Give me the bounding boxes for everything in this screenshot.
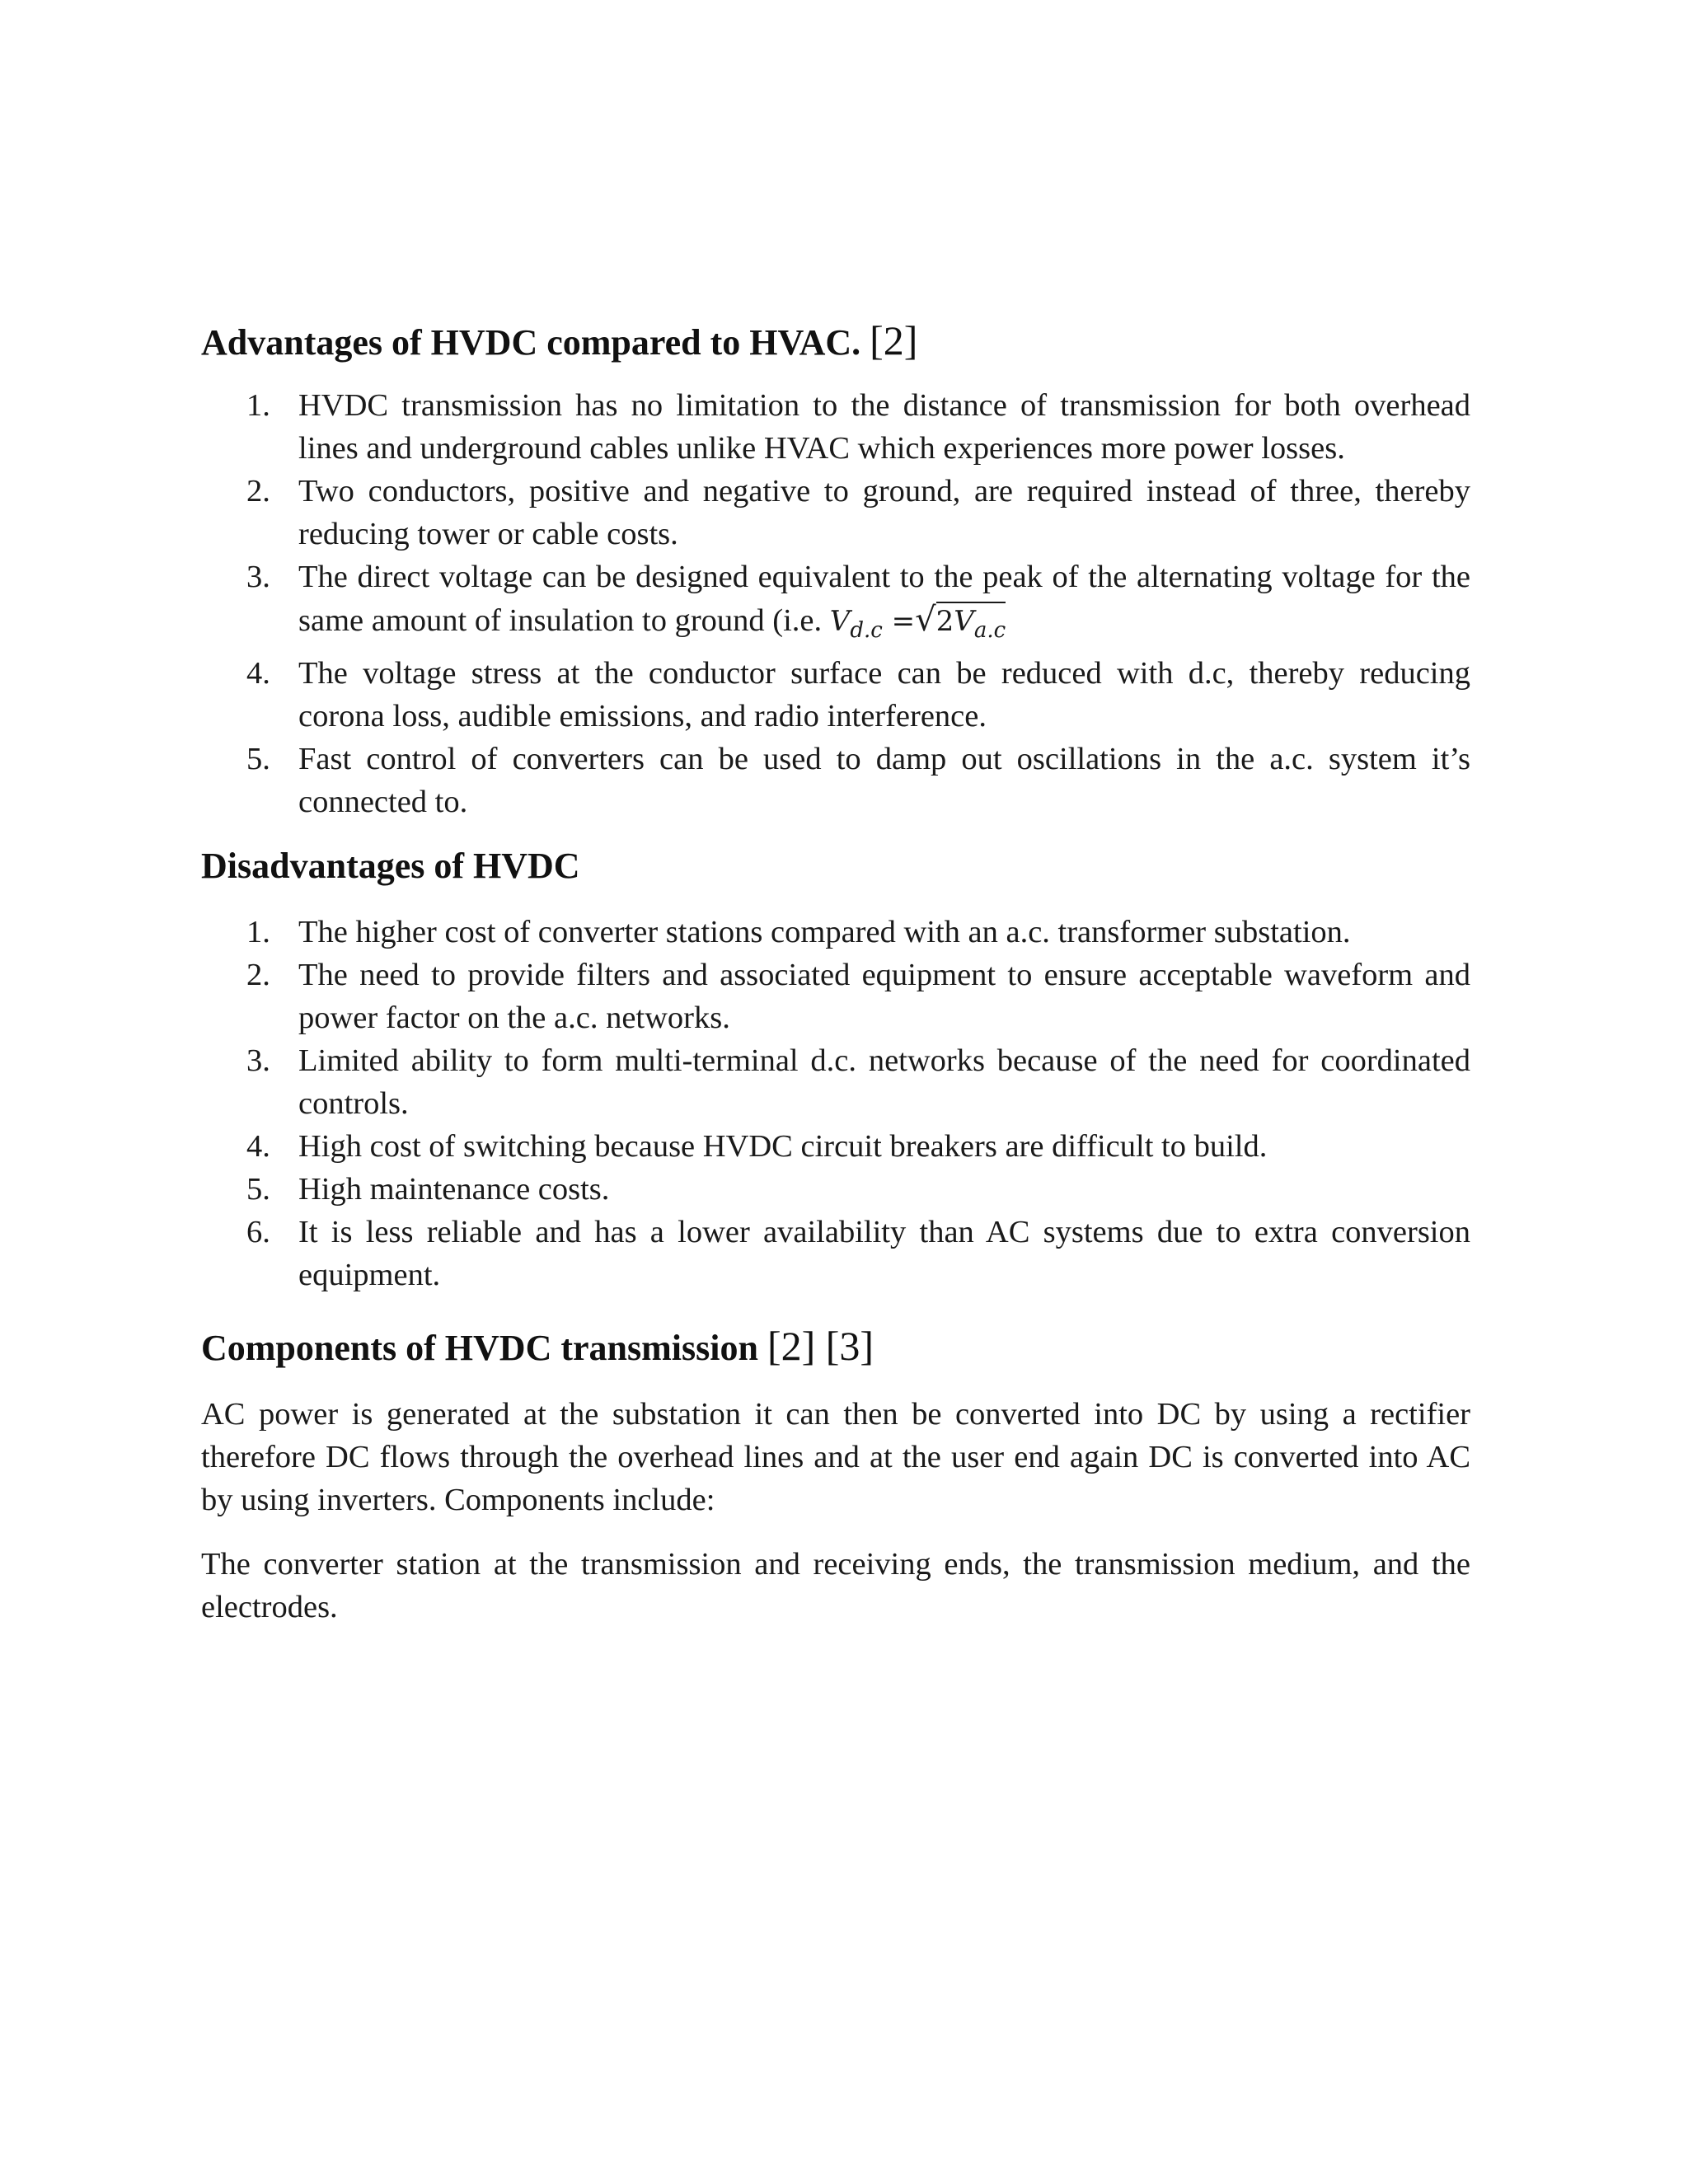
equation-equals: = xyxy=(891,605,916,638)
components-paragraph: AC power is generated at the substation it can then be converted into DC by using a rectifier therefore DC flows through the overhead lines and at the user end again DC is converted into AC by using inverters. Components include: xyxy=(201,1397,1470,1517)
disadvantages-item xyxy=(201,1125,1470,1168)
equation-lhs-subscript: d.c xyxy=(850,618,883,643)
document-page xyxy=(201,316,1470,1629)
equation-lhs: V xyxy=(829,605,851,638)
voltage-equation xyxy=(829,601,1006,643)
list-number: 3. xyxy=(246,1043,270,1078)
list-item-text: It is less reliable and has a lower availability than AC systems due to extra conversion equipment. xyxy=(298,1215,1470,1292)
disadvantages-item xyxy=(201,1039,1470,1125)
equation-rhs: V xyxy=(954,605,974,638)
disadvantages-item xyxy=(201,1168,1470,1211)
advantages-heading-text: Advantages of HVDC compared to HVAC. xyxy=(201,322,861,363)
components-citation: [2] [3] xyxy=(767,1323,874,1369)
list-item-text: Limited ability to form multi-terminal d.c. networks because of the need for coordinated controls. xyxy=(298,1043,1470,1121)
list-item-text: The higher cost of converter stations compared with an a.c. transformer substation. xyxy=(298,915,1351,949)
disadvantages-heading-text: Disadvantages of HVDC xyxy=(201,846,580,886)
disadvantages-list xyxy=(201,911,1470,1296)
list-item-text: High maintenance costs. xyxy=(298,1172,610,1207)
list-number: 2. xyxy=(246,474,270,509)
equation-coefficient: 2 xyxy=(935,605,954,638)
advantages-item xyxy=(201,555,1470,652)
advantages-item xyxy=(201,738,1470,823)
list-number: 2. xyxy=(246,958,270,992)
list-number: 5. xyxy=(246,742,270,776)
list-number: 6. xyxy=(246,1215,270,1249)
radicand xyxy=(935,602,1006,643)
list-item-text: The need to provide filters and associated equipment to ensure acceptable waveform and power factor on the a.c. networks. xyxy=(298,958,1470,1035)
list-item-text: The voltage stress at the conductor surface can be reduced with d.c, thereby reducing corona loss, audible emissions, and radio interference. xyxy=(298,656,1470,733)
advantages-citation: [2] xyxy=(870,317,918,363)
list-number: 1. xyxy=(246,915,270,949)
square-root xyxy=(915,598,1006,652)
advantages-item xyxy=(201,652,1470,738)
list-item-text: HVDC transmission has no limitation to the distance of transmission for both overhead lines and underground cables unlike HVAC which experiences more power losses. xyxy=(298,388,1470,466)
disadvantages-item xyxy=(201,1211,1470,1296)
components-heading-text: Components of HVDC transmission xyxy=(201,1328,758,1368)
radical-sign-icon: √ xyxy=(915,601,936,639)
list-item-text: High cost of switching because HVDC circuit breakers are difficult to build. xyxy=(298,1129,1268,1164)
list-number: 4. xyxy=(246,1129,270,1164)
advantages-heading xyxy=(201,316,1470,368)
equation-rhs-subscript: a.c xyxy=(973,618,1006,643)
list-number: 4. xyxy=(246,656,270,691)
advantages-list xyxy=(201,384,1470,823)
disadvantages-item xyxy=(201,911,1470,954)
list-number: 5. xyxy=(246,1172,270,1207)
components-paragraph: The converter station at the transmission and receiving ends, the transmission medium, and the electrodes. xyxy=(201,1547,1470,1624)
list-item-text: The direct voltage can be designed equivalent to the peak of the alternating voltage for the same amount of insulation to ground (i.e. xyxy=(298,560,1470,638)
list-item-text: Fast control of converters can be used to damp out oscillations in the a.c. system it’s connected to. xyxy=(298,742,1470,819)
disadvantages-heading xyxy=(201,841,1470,891)
advantages-item xyxy=(201,384,1470,470)
list-item-text: Two conductors, positive and negative to ground, are required instead of three, thereby reducing tower or cable costs. xyxy=(298,474,1470,551)
advantages-item xyxy=(201,470,1470,555)
list-number: 1. xyxy=(246,388,270,423)
list-number: 3. xyxy=(246,560,270,594)
components-heading xyxy=(201,1321,1470,1373)
disadvantages-item xyxy=(201,954,1470,1039)
